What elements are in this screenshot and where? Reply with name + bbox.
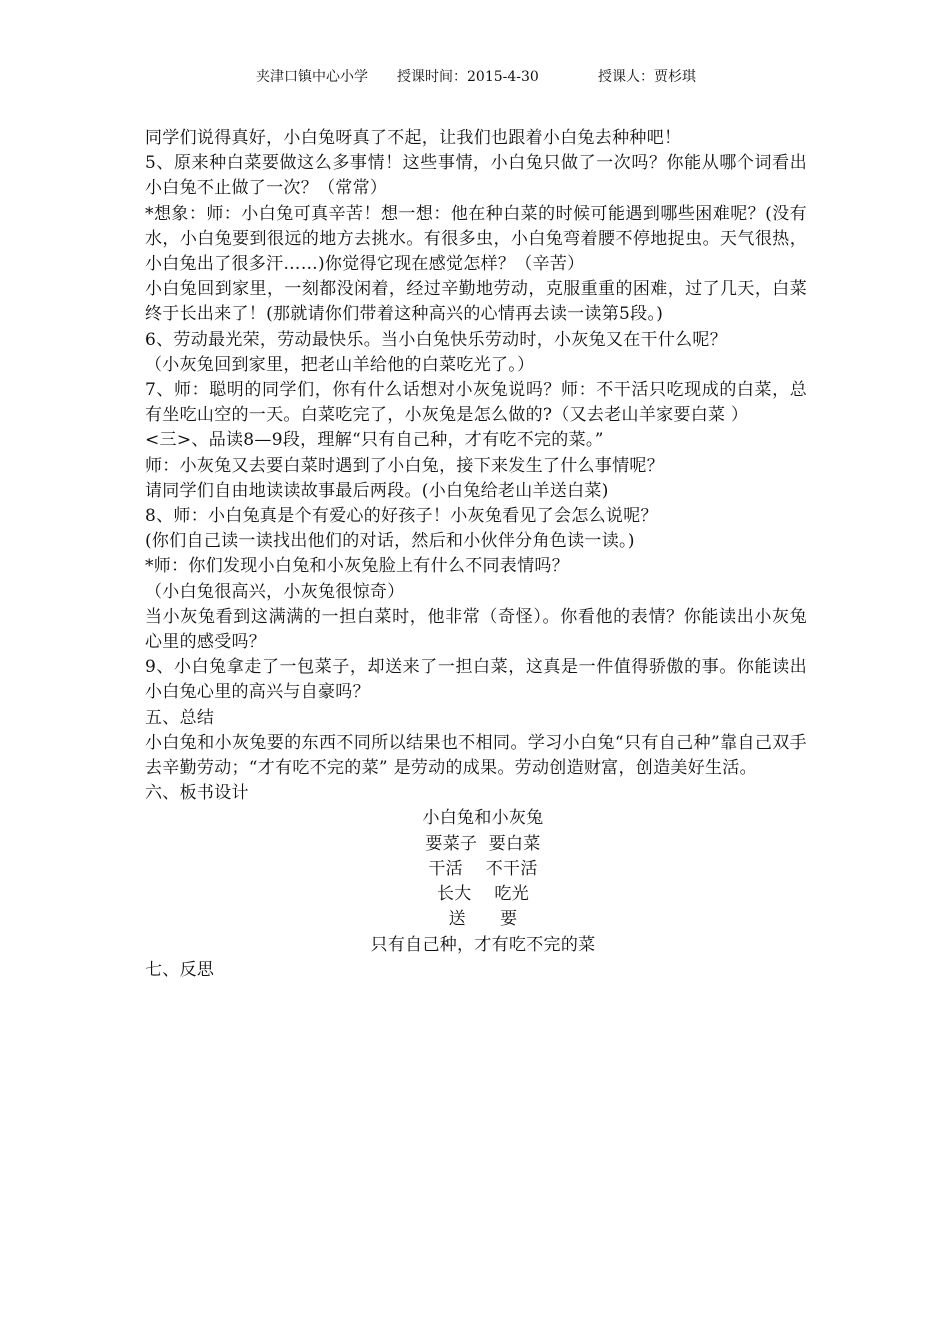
paragraph: 同学们说得真好，小白兔呀真了不起，让我们也跟着小白兔去种种吧！ <box>145 128 682 148</box>
paragraph: 小白兔回到家里，一刻都没闲着，经过辛勤地劳动，克服重重的困难，过了几天，白菜终于长出来了！(那就请你们带着这种高兴的心情再去读一读第5段。) <box>145 279 807 325</box>
paragraph: 9、小白兔拿走了一包菜子，却送来了一担白菜，这真是一件值得骄傲的事。你能读出小白兔心里的高兴与自豪吗？ <box>145 657 807 703</box>
paragraph: *想象：师：小白兔可真辛苦！想一想：他在种白菜的时候可能遇到哪些困难呢？(没有水，小白兔要到很远的地方去挑水。有很多虫，小白兔弯着腰不停地捉虫。天气很热，小白兔出了很多汗……)你觉得它现在感觉怎样？（辛苦） <box>145 203 807 275</box>
paragraph: 小白兔和小灰兔要的东西不同所以结果也不相同。学习小白兔“只有自己种”靠自己双手去辛勤劳动；“才有吃不完的菜” 是劳动的成果。劳动创造财富，创造美好生活。 <box>145 732 807 779</box>
paragraph: <三>、品读8—9段，理解“只有自己种，才有吃不完的菜。” <box>145 430 604 451</box>
header-teacher: 授课人：贾杉琪 <box>598 69 696 85</box>
blackboard-design <box>145 806 807 957</box>
section-heading: 七、反思 <box>145 959 215 980</box>
section-heading: 六、板书设计 <box>145 783 249 804</box>
paragraph: 8、师：小白兔真是个有爱心的好孩子！小灰兔看见了会怎么说呢？ <box>145 506 658 527</box>
paragraph: 师：小灰兔又去要白菜时遇到了小白兔，接下来发生了什么事情呢？ <box>145 455 664 476</box>
paragraph: (你们自己读一读找出他们的对话，然后和小伙伴分角色读一读。) <box>145 531 635 552</box>
header-lesson-time: 授课时间：2015-4-30 <box>397 69 539 85</box>
paragraph: 6、劳动最光荣，劳动最快乐。当小白兔快乐劳动时，小灰兔又在干什么呢？ <box>145 329 728 350</box>
board-line: 干活 不干活 <box>428 858 538 879</box>
paragraph: 请同学们自由地读读故事最后两段。(小白兔给老山羊送白菜) <box>145 480 609 501</box>
board-line: 只有自己种，才有吃不完的菜 <box>370 934 596 955</box>
board-line: 小白兔和小灰兔 <box>422 808 544 829</box>
paragraph: （小灰兔回到家里，把老山羊给他的白菜吃光了。） <box>145 354 535 375</box>
document-body <box>145 126 807 983</box>
paragraph: *师：你们发现小白兔和小灰兔脸上有什么不同表情吗？ <box>145 556 569 577</box>
header-school: 夹津口镇中心小学 <box>256 69 368 85</box>
paragraph: 5、原来种白菜要做这么多事情！这些事情，小白兔只做了一次吗？你能从哪个词看出小白兔不止做了一次？（常常） <box>145 153 807 199</box>
board-line: 要菜子 要白菜 <box>425 833 541 854</box>
board-line: 送 要 <box>448 909 518 930</box>
paragraph: 当小灰兔看到这满满的一担白菜时，他非常（奇怪）。你看他的表情？你能读出小灰兔心里的感受吗？ <box>145 606 807 653</box>
board-line: 长大 吃光 <box>436 884 529 905</box>
paragraph: （小白兔很高兴，小灰兔很惊奇） <box>145 581 405 602</box>
section-heading: 五、总结 <box>145 707 215 728</box>
paragraph: 7、师：聪明的同学们，你有什么话想对小灰兔说吗？师：不干活只吃现成的白菜，总有坐吃山空的一天。白菜吃完了，小灰兔是怎么做的?（又去老山羊家要白菜 ） <box>145 380 807 426</box>
